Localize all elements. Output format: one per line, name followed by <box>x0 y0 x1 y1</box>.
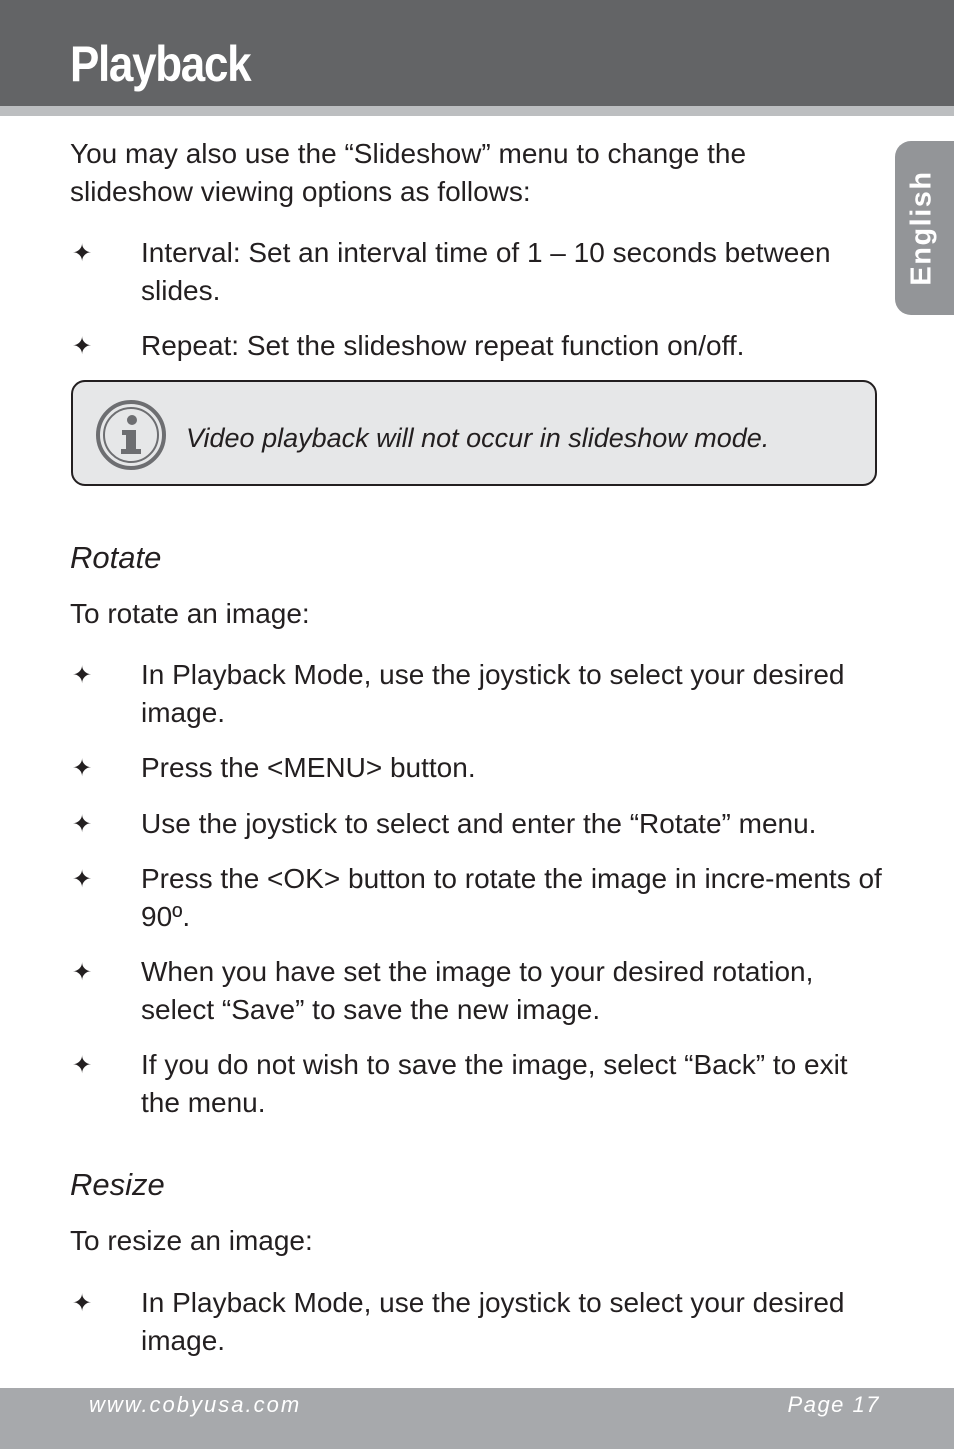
list-item-text: When you have set the image to your desired rotation, select “Save” to save the new image. <box>141 956 814 1025</box>
bullet-star-icon: ✦ <box>72 865 93 893</box>
language-tab-label: English <box>905 170 938 286</box>
bullet-star-icon: ✦ <box>72 661 93 689</box>
resize-intro: To resize an image: <box>70 1225 313 1256</box>
intro-line-2: slideshow viewing options as follows: <box>70 176 531 207</box>
list-item-text: Use the joystick to select and enter the “Rotate” menu. <box>141 808 817 839</box>
list-item-text: In Playback Mode, use the joystick to select your desired image. <box>141 659 845 728</box>
list-item-text: Repeat: Set the slideshow repeat function on/off. <box>141 330 745 361</box>
list-item-text: Press the <OK> button to rotate the image in incre-ments of 90º. <box>141 863 882 932</box>
bullet-star-icon: ✦ <box>72 754 93 782</box>
info-icon <box>95 399 167 471</box>
list-item-text: Interval: Set an interval time of 1 – 10 seconds between slides. <box>141 237 831 306</box>
note-box <box>71 380 877 486</box>
bullet-star-icon: ✦ <box>72 1051 93 1079</box>
note-text: Video playback will not occur in slideshow mode. <box>186 423 770 453</box>
intro-line-1: You may also use the “Slideshow” menu to change the <box>70 138 747 169</box>
list-item-text: Press the <MENU> button. <box>141 752 476 783</box>
bullet-star-icon: ✦ <box>72 332 93 360</box>
bullet-star-icon: ✦ <box>72 1289 93 1317</box>
footer-page-number: Page 17 <box>787 1392 880 1417</box>
header-stripe <box>0 106 954 116</box>
bullet-star-icon: ✦ <box>72 958 93 986</box>
bullet-star-icon: ✦ <box>72 810 93 838</box>
page-title: Playback <box>70 36 251 92</box>
footer-url-link[interactable]: www.cobyusa.com <box>89 1392 302 1417</box>
list-item-text: In Playback Mode, use the joystick to select your desired image. <box>141 1287 845 1356</box>
bullet-star-icon: ✦ <box>72 239 93 267</box>
list-item-text: If you do not wish to save the image, select “Back” to exit the menu. <box>141 1049 848 1118</box>
rotate-heading: Rotate <box>70 540 162 575</box>
rotate-intro: To rotate an image: <box>70 598 310 629</box>
resize-heading: Resize <box>70 1167 165 1202</box>
